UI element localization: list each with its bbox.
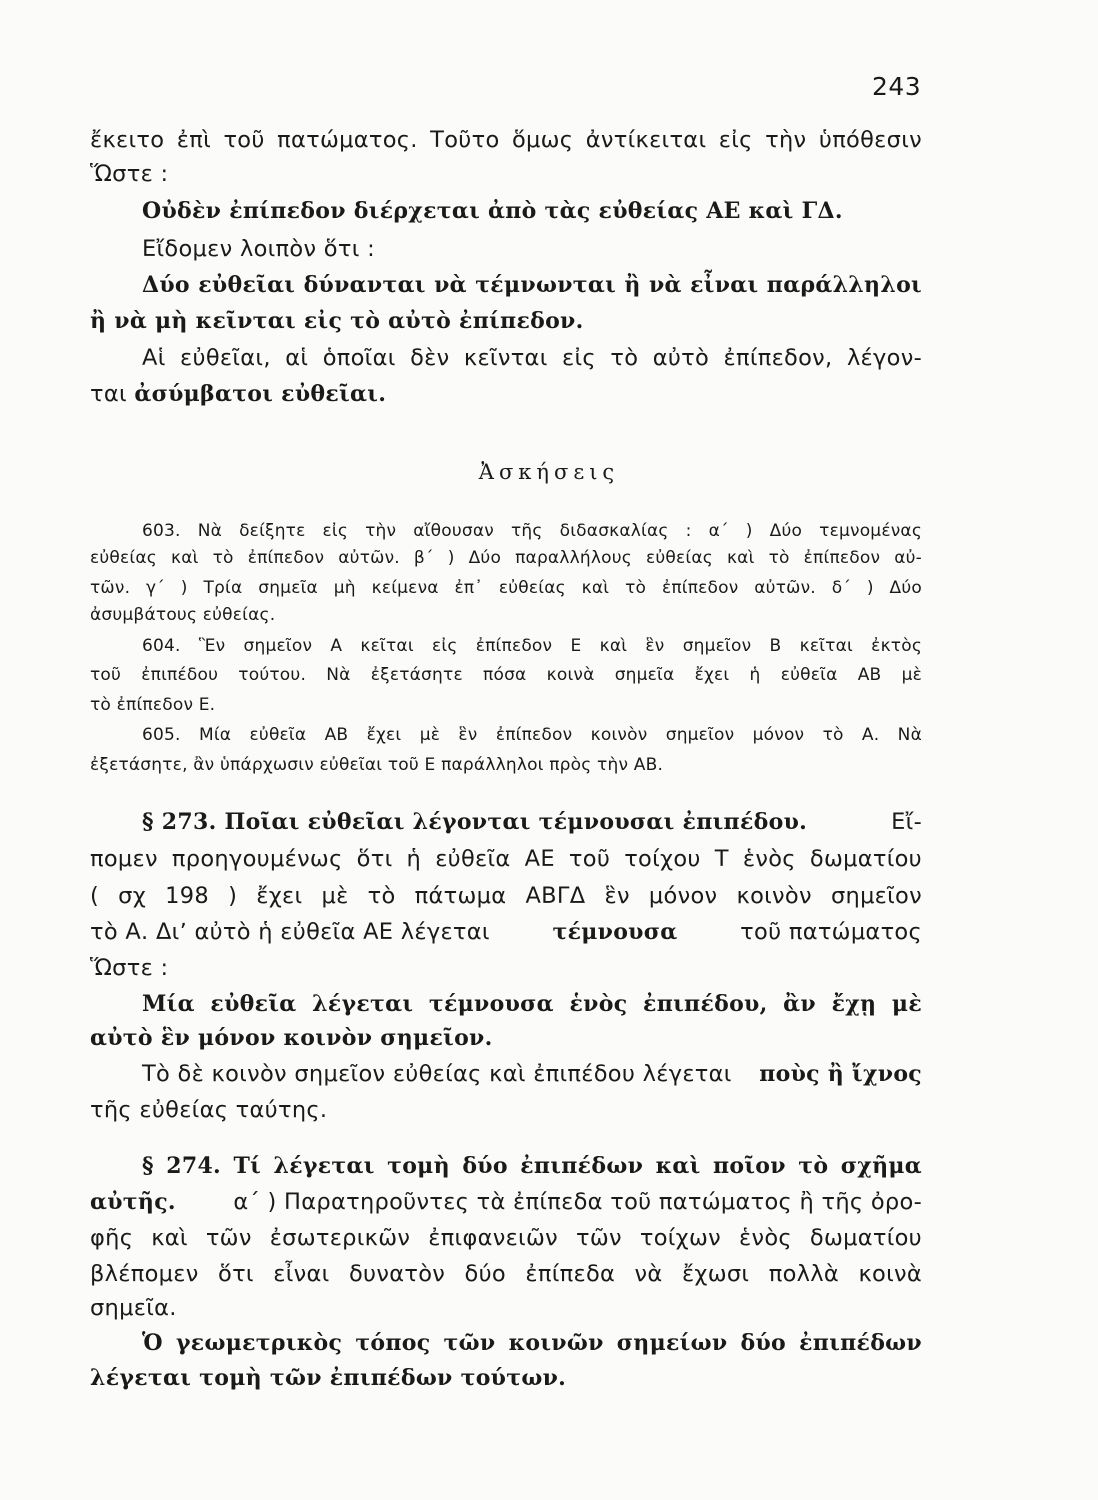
text-fragment: Τὸ δὲ κοινὸν σημεῖον εὐθείας καὶ ἐπιπέδου λέγεται — [142, 1061, 732, 1087]
text-line: Ὥστε : — [90, 161, 169, 187]
exercise-line: 604. Ἓν σημεῖον Α κεῖται εἰς ἐπίπεδον Ε καὶ ἓν σημεῖον Β κεῖται ἐκτὸς — [142, 636, 922, 656]
rule-text: αὐτὸ ἓν μόνον κοινὸν σημεῖον. — [90, 1025, 493, 1051]
text-line — [90, 1058, 922, 1091]
term-bold: αὐτῆς. — [90, 1189, 176, 1215]
text-fragment: α΄ ) Παρατηροῦντες τὰ ἐπίπεδα τοῦ πατώματος ἢ τῆς ὀρο- — [233, 1189, 922, 1215]
rule-text: Μία εὐθεῖα λέγεται τέμνουσα ἑνὸς ἐπιπέδου, ἂν ἔχῃ μὲ — [142, 991, 922, 1017]
term-bold: ποὺς ἢ ἴχνος — [759, 1061, 922, 1087]
text-line: Εἴδομεν λοιπὸν ὅτι : — [142, 236, 375, 262]
exercise-line: τὸ ἐπίπεδον Ε. — [90, 695, 216, 715]
text-line: ἔκειτο ἐπὶ τοῦ πατώματος. Τοῦτο ὅμως ἀντίκειται εἰς τὴν ὑπόθεσιν — [90, 127, 922, 153]
text-line: Ὥστε : — [90, 955, 169, 981]
text-line: φῆς καὶ τῶν ἐσωτερικῶν ἐπιφανειῶν τῶν τοίχων ἑνὸς δωματίου — [90, 1225, 922, 1251]
text-fragment: τοῦ πατώματος — [740, 919, 922, 945]
text-line: σημεῖα. — [90, 1295, 177, 1321]
exercise-line: τοῦ ἐπιπέδου τούτου. Νὰ ἐξετάσητε πόσα κοινὰ σημεῖα ἔχει ἡ εὐθεῖα ΑΒ μὲ — [90, 665, 922, 685]
rule-text: λέγεται τομὴ τῶν ἐπιπέδων τούτων. — [90, 1365, 567, 1391]
exercise-line: ἐξετάσητε, ἂν ὑπάρχωσιν εὐθεῖαι τοῦ Ε παράλληλοι πρὸς τὴν ΑΒ. — [90, 755, 664, 775]
rule-text: ἢ νὰ μὴ κεῖνται εἰς τὸ αὐτὸ ἐπίπεδον. — [90, 308, 584, 334]
page-number: 243 — [872, 72, 922, 101]
term-bold: ἀσύμβατοι εὐθεῖαι. — [134, 381, 387, 407]
text-fragment: τὸ Α. Διʼ αὐτὸ ἡ εὐθεῖα ΑΕ λέγεται — [90, 919, 490, 945]
text-line — [90, 378, 922, 411]
text-line: πομεν προηγουμένως ὅτι ἡ εὐθεῖα ΑΕ τοῦ τοίχου Τ ἑνὸς δωματίου — [90, 846, 922, 872]
text-line — [90, 1186, 922, 1219]
section-273-heading — [90, 806, 922, 839]
section-title: § 273. Ποῖαι εὐθεῖαι λέγονται τέμνουσαι ἐπιπέδου. — [142, 809, 808, 835]
section-274-heading: § 274. Τί λέγεται τομὴ δύο ἐπιπέδων καὶ ποῖον τὸ σχῆμα — [142, 1153, 922, 1179]
text-line — [90, 916, 922, 949]
exercise-line: τῶν. γ΄ ) Τρία σημεῖα μὴ κείμενα ἐπ᾽ εὐθείας καὶ τὸ ἐπίπεδον αὐτῶν. δ΄ ) Δύο — [90, 578, 922, 598]
text-line: ( σχ 198 ) ἔχει μὲ τὸ πάτωμα ΑΒΓΔ ἓν μόνον κοινὸν σημεῖον — [90, 883, 922, 909]
exercise-line: ἀσυμβάτους εὐθείας. — [90, 605, 276, 625]
term-bold: τέμνουσα — [552, 919, 678, 945]
exercises-heading: Ἀσκήσεις — [478, 460, 620, 484]
rule-text: Δύο εὐθεῖαι δύνανται νὰ τέμνωνται ἢ νὰ εἶναι παράλληλοι — [142, 272, 922, 298]
rule-text: Ὁ γεωμετρικὸς τόπος τῶν κοινῶν σημείων δύο ἐπιπέδων — [142, 1330, 922, 1356]
rule-text: Οὐδὲν ἐπίπεδον διέρχεται ἀπὸ τὰς εὐθείας ΑΕ καὶ ΓΔ. — [142, 198, 843, 224]
exercise-line: 605. Μία εὐθεῖα ΑΒ ἔχει μὲ ἓν ἐπίπεδον κοινὸν σημεῖον μόνον τὸ Α. Νὰ — [142, 725, 922, 745]
text-line: τῆς εὐθείας ταύτης. — [90, 1097, 328, 1123]
text-fragment: ται — [90, 381, 135, 407]
text-fragment: Εἴ- — [891, 809, 922, 835]
exercise-line: 603. Νὰ δείξητε εἰς τὴν αἴθουσαν τῆς διδασκαλίας : α΄ ) Δύο τεμνομένας — [142, 521, 922, 541]
text-line: Αἱ εὐθεῖαι, αἱ ὁποῖαι δὲν κεῖνται εἰς τὸ αὐτὸ ἐπίπεδον, λέγον- — [142, 345, 922, 371]
exercise-line: εὐθείας καὶ τὸ ἐπίπεδον αὐτῶν. β΄ ) Δύο παραλλήλους εὐθείας καὶ τὸ ἐπίπεδον αὐ- — [90, 548, 922, 568]
text-line: βλέπομεν ὅτι εἶναι δυνατὸν δύο ἐπίπεδα νὰ ἔχωσι πολλὰ κοινὰ — [90, 1261, 922, 1287]
